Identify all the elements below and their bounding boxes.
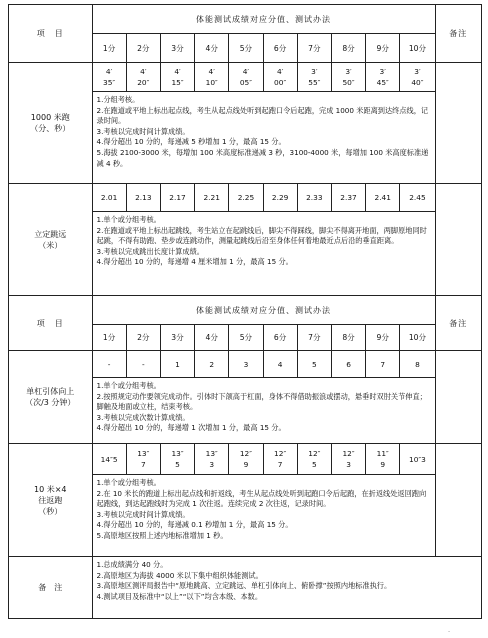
pullup-method: 1.单个或分组考核。 2.按照规定动作要领完成动作。引体时下颌高于杠面，身体不得借助振浪或摆动，悬垂时双肘关节伸直；脚触及地面或立柱，结束考核。 3.考核以完成次数计算成绩。 4.得分超出 10 分的，每递增 1 次增加 1 分，最高 15 分。 [92,378,435,444]
shuttle-remark [435,444,481,557]
run1000-value: 3′ 50″ [331,63,365,92]
fitness-standards-table [8,4,482,619]
header-title: 体能测试成绩对应分值、测试办法 [92,5,435,34]
run1000-value: 3′ 40″ [400,63,435,92]
shuttle-name-line2: 往返跑 [38,495,63,505]
jump-value: 2.41 [366,184,400,212]
header-remark-label: 备注 [435,5,481,63]
score-cell: 9分 [366,34,400,63]
shuttle-name-line: 10 米×4 [34,484,67,494]
run1000-value: 4′ 20″ [126,63,160,92]
run1000-value: 3′ 45″ [366,63,400,92]
pullup-name-unit: （次/3 分钟） [25,398,76,407]
pullup-remark [435,351,481,444]
header2-item-label: 项 目 [9,296,93,351]
pullup-value: 2 [195,351,229,378]
score-cell: 2分 [126,34,160,63]
pullup-value: 5 [297,351,331,378]
jump-remark [435,184,481,296]
jump-value: 2.45 [400,184,435,212]
jump-value: 2.21 [195,184,229,212]
score-cell: 7分 [297,34,331,63]
shuttle-value: 10″3 [400,444,435,475]
pullup-value: 3 [229,351,263,378]
score-cell: 5分 [229,325,263,351]
pullup-name-line: 单杠引体向上 [26,387,75,396]
score-cell: 9分 [366,325,400,351]
run1000-value: 4′ 05″ [229,63,263,92]
run1000-name-line: 1000 米跑 [30,113,70,122]
shuttle-value: 12″ 9 [229,444,263,475]
jump-value: 2.33 [297,184,331,212]
run1000-value: 4′ 15″ [160,63,194,92]
jump-name [9,184,93,296]
pullup-value: 6 [331,351,365,378]
score-cell: 2分 [126,325,160,351]
jump-value: 2.37 [331,184,365,212]
shuttle-name [9,444,93,557]
score-cell: 10分 [400,34,435,63]
shuttle-value: 14″5 [92,444,126,475]
pullup-name [9,351,93,444]
pullup-value: 7 [366,351,400,378]
jump-value: 2.29 [263,184,297,212]
run1000-remark [435,63,481,184]
pullup-value: 8 [400,351,435,378]
jump-value: 2.25 [229,184,263,212]
score-cell: 3分 [160,34,194,63]
jump-value: 2.01 [92,184,126,212]
shuttle-value: 12″ 3 [331,444,365,475]
run1000-value: 4′ 10″ [195,63,229,92]
score-cell: 3分 [160,325,194,351]
score-cell: 5分 [229,34,263,63]
jump-value: 2.13 [126,184,160,212]
jump-name-unit: （米） [38,240,63,250]
remarks-label: 备 注 [9,557,93,619]
score-cell: 10分 [400,325,435,351]
pullup-value: - [92,351,126,378]
header2-remark-label: 备注 [435,296,481,351]
score-cell: 7分 [297,325,331,351]
score-cell: 8分 [331,34,365,63]
pullup-value: 4 [263,351,297,378]
score-cell: 6分 [263,325,297,351]
score-cell: 4分 [195,325,229,351]
score-cell: 8分 [331,325,365,351]
run1000-method: 1.分组考核。 2.在跑道或平地上标出起点线，考生从起点线处听到起跑口令后起跑，完成 1000 米距离到达终点线，记录时间。 3.考核以完成时间计算成绩。 4.得分超出 10 分的，每递减 5 秒增加 1 分，最高 15 分。 5.海拔 2100-3000 米，每增加 100 米高度标准递减 3 秒，3100-4000 米，每增加 100 米高度标准递减 4 秒。 [92,92,435,184]
shuttle-value: 11″ 9 [366,444,400,475]
score-cell: 4分 [195,34,229,63]
header-item-label: 项 目 [9,5,93,63]
score-cell: 6分 [263,34,297,63]
shuttle-value: 13″ 3 [195,444,229,475]
jump-method: 1.单个或分组考核。 2.在跑道或平地上标出起跳线，考生站立在起跳线后，脚尖不得踩线，脚尖不得离开地面，两脚原地同时起跳，不得有助跑、垫步或连跳动作，测量起跳线后沿至身体任何着地最近点后沿的垂直距离。 3.考核以完成跳出长度计算成绩。 4.得分超出 10 分的，每递增 4 厘米增加 1 分，最高 15 分。 [92,212,435,296]
jump-name-line: 立定跳远 [34,229,67,239]
pullup-value: 1 [160,351,194,378]
header2-title: 体能测试成绩对应分值、测试办法 [92,296,435,325]
run1000-value: 3′ 55″ [297,63,331,92]
score-cell: 1分 [92,34,126,63]
shuttle-method: 1.单个或分组考核。 2.在 10 米长的跑道上标出起点线和折返线，考生从起点线处听到起跑口令后起跑，在折返线处返回跑向起跑线，到达起跑线时为完成 1 次往返。连续完成 2 次往返，记录时间。 3.考核以完成时间计算成绩。 4.得分超出 10 分的，每递减 0.1 秒增加 1 分，最高 15 分。 5.高原地区按照上述内地标准增加 1 秒。 [92,475,435,557]
page-mark: - [448,628,451,635]
run1000-value: 4′ 00″ [263,63,297,92]
remarks-content: 1.总成绩满分 40 分。 2.高原地区为海拔 4000 米以下集中组织体能测试。 3.高原地区测评局报告中“原地跳高、立定跳远、单杠引体向上、俯卧撑”按照内地标准执行。 4.测试项目及标准中“以上”“以下”均含本级、本数。 [92,557,481,619]
pullup-value: - [126,351,160,378]
shuttle-value: 12″ 7 [263,444,297,475]
jump-value: 2.17 [160,184,194,212]
shuttle-name-unit: （秒） [38,506,63,516]
run1000-name-unit: （分、秒） [30,124,71,133]
score-cell: 1分 [92,325,126,351]
run1000-value: 4′ 35″ [92,63,126,92]
shuttle-value: 13″ 5 [160,444,194,475]
run1000-name [9,63,93,184]
shuttle-value: 13″ 7 [126,444,160,475]
shuttle-value: 12″ 5 [297,444,331,475]
